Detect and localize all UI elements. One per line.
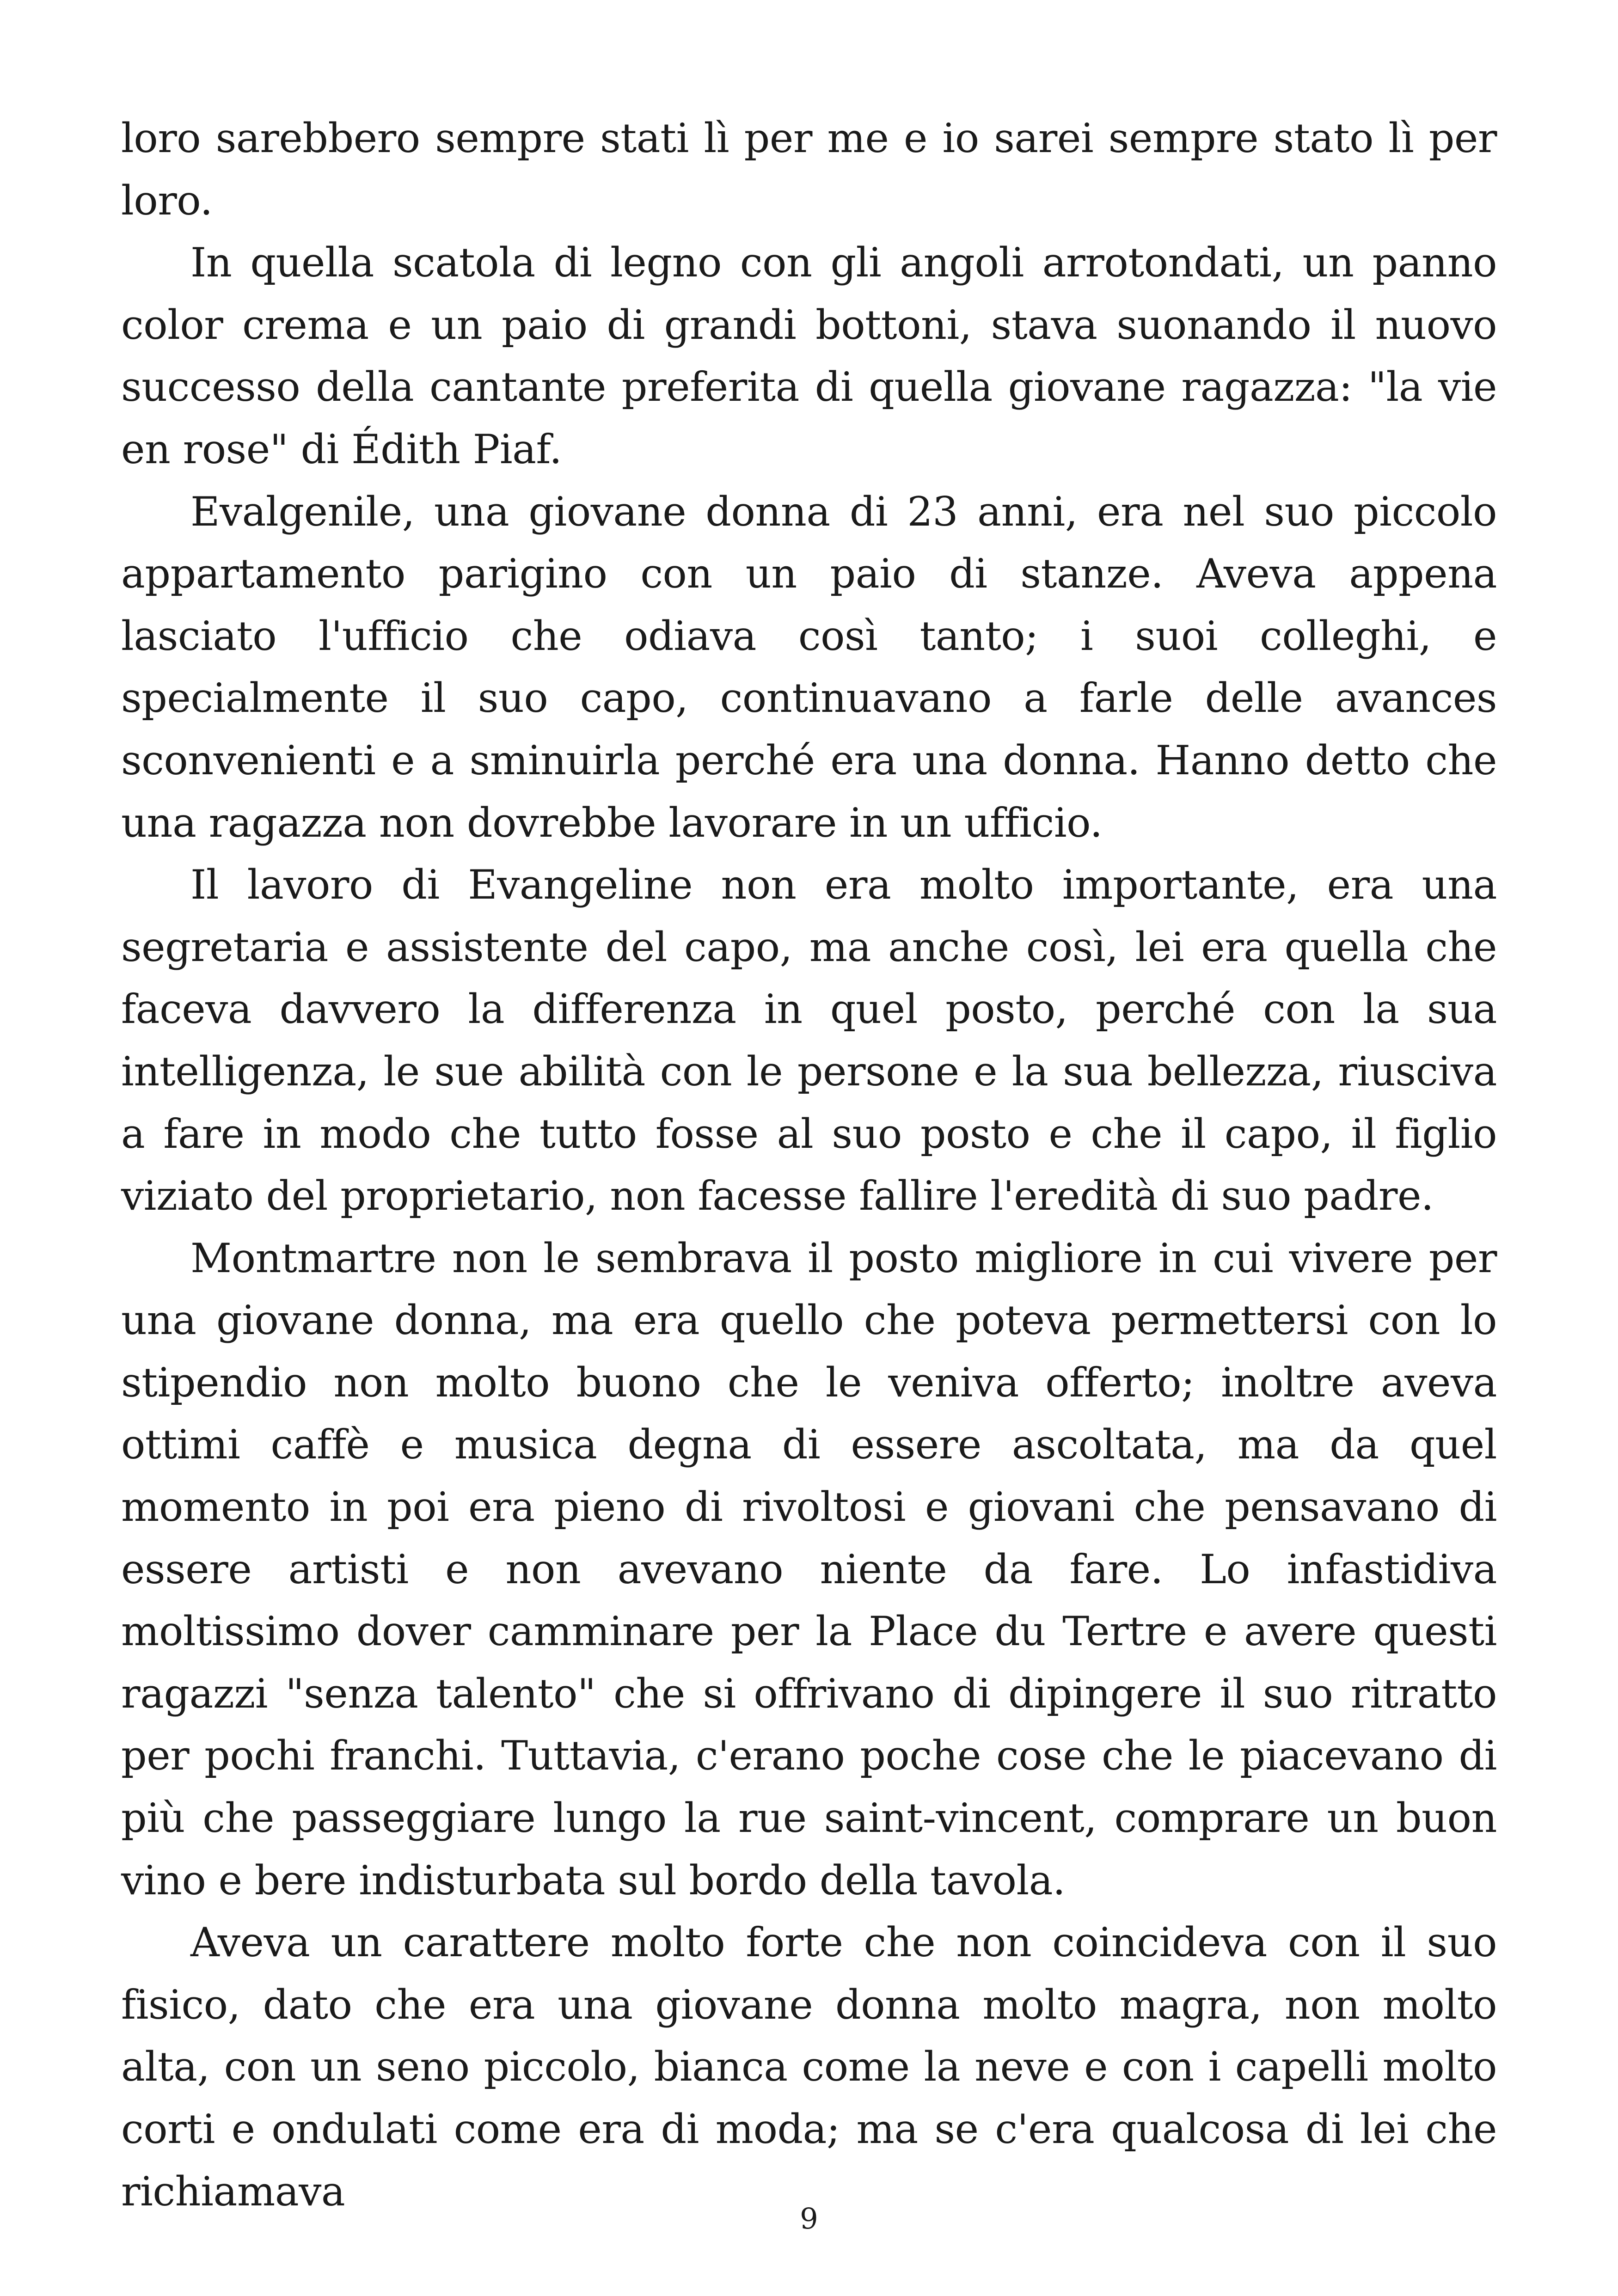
paragraph-evalgenile: Evalgenile, una giovane donna di 23 anni, era nel suo piccolo appartamento parigino con un paio di stanze. Aveva appena lasciato l'ufficio che odiava così tanto; i suoi colleghi, e specialmente il suo capo, continuavano a farle delle avances sconvenienti e a sminuirla perché era una donna. Hanno detto che una ragazza non dovrebbe lavorare in un ufficio. bbox=[121, 488, 1497, 846]
paragraph-montmartre: Montmartre non le sembrava il posto migliore in cui vivere per una giovane donna, ma era quello che poteva permettersi con lo stipendio non molto buono che le veniva offerto; inoltre aveva ottimi caffè e musica degna di essere ascoltata, ma da quel momento in poi era pieno di rivoltosi e giovani che pensavano di essere artisti e non avevano niente da fare. Lo infastidiva moltissimo dover camminare per la Place du Tertre e avere questi ragazzi "senza talento" che si offrivano di dipingere il suo ritratto per pochi franchi. Tuttavia, c'erano poche cose che le piacevano di più che passeggiare lungo la rue saint-vincent, comprare un buon vino e bere indisturbata sul bordo della tavola. bbox=[121, 1234, 1497, 1904]
paragraph-work: Il lavoro di Evangeline non era molto importante, era una segretaria e assistente del capo, ma anche così, lei era quella che faceva davvero la differenza in quel posto, perché con la sua intelligenza, le sue abilità con le persone e la sua bellezza, riusciva a fare in modo che tutto fosse al suo posto e che il capo, il figlio viziato del proprietario, non facesse fallire l'eredità di suo padre. bbox=[121, 861, 1497, 1220]
page-number: 9 bbox=[800, 2202, 818, 2235]
paragraph-character: Aveva un carattere molto forte che non coincideva con il suo fisico, dato che era una giovane donna molto magra, non molto alta, con un seno piccolo, bianca come la neve e con i capelli molto corti e ondulati come era di moda; ma se c'era qualcosa di lei che richiamava bbox=[121, 1919, 1497, 2215]
body-text bbox=[121, 107, 1497, 2223]
paragraph-radio: In quella scatola di legno con gli angoli arrotondati, un panno color crema e un paio di grandi bottoni, stava suonando il nuovo successo della cantante preferita di quella giovane ragazza: "la vie en rose" di Édith Piaf. bbox=[121, 239, 1497, 473]
paragraph-continuation: loro sarebbero sempre stati lì per me e io sarei sempre stato lì per loro. bbox=[121, 115, 1497, 224]
